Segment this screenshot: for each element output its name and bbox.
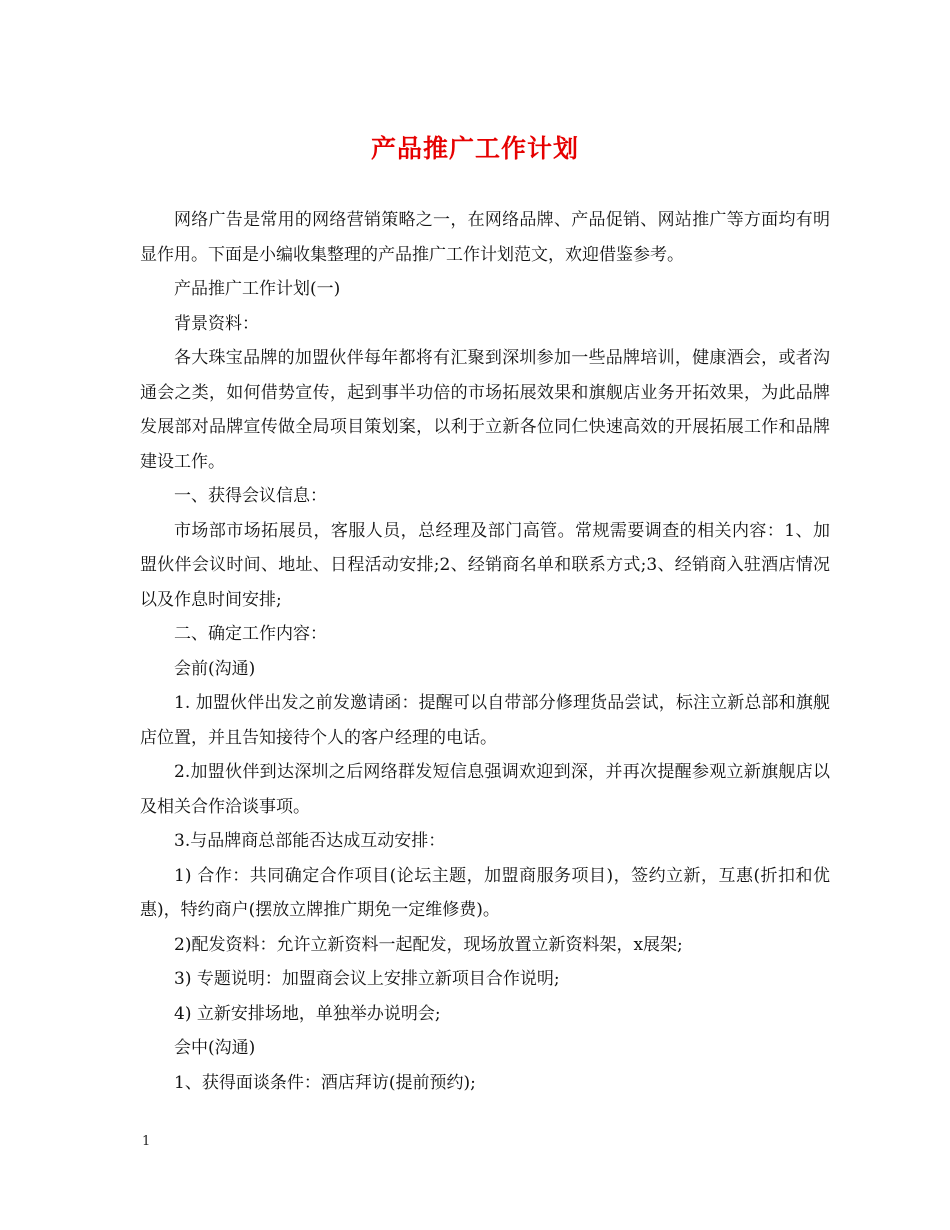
paragraph-subitem-2: 2)配发资料：允许立新资料一起配发，现场放置立新资料架，x展架; <box>174 934 683 955</box>
paragraph-item-2: 2.加盟伙伴到达深圳之后网络群发短信息强调欢迎到深，并再次提醒参观立新旗舰店以及相关合作洽谈事项。 <box>140 762 830 817</box>
document-body <box>140 203 830 1100</box>
paragraph-section-one: 一、获得会议信息： <box>174 486 327 506</box>
paragraph-background: 各大珠宝品牌的加盟伙伴每年都将有汇聚到深圳参加一些品牌培训，健康酒会，或者沟通会之类，如何借势宣传，起到事半功倍的市场拓展效果和旗舰店业务开拓效果，为此品牌发展部对品牌宣传做全局项目策划案，以利于立新各位同仁快速高效的开展拓展工作和品牌建设工作。 <box>140 348 830 472</box>
paragraph-item-1: 1. 加盟伙伴出发之前发邀请函：提醒可以自带部分修理货品尝试，标注立新总部和旗舰店位置，并且告知接待个人的客户经理的电话。 <box>140 693 830 748</box>
document-title: 产品推广工作计划 <box>370 134 579 163</box>
paragraph-during-meeting: 会中(沟通) <box>174 1038 256 1058</box>
paragraph-market-info: 市场部市场拓展员，客服人员，总经理及部门高管。常规需要调查的相关内容：1、加盟伙伴会议时间、地址、日程活动安排;2、经销商名单和联系方式;3、经销商入驻酒店情况以及作息时间安排; <box>140 520 830 610</box>
paragraph-intro: 网络广告是常用的网络营销策略之一，在网络品牌、产品促销、网站推广等方面均有明显作用。下面是小编收集整理的产品推广工作计划范文，欢迎借鉴参考。 <box>140 210 830 265</box>
paragraph-subitem-1: 1) 合作：共同确定合作项目(论坛主题，加盟商服务项目)，签约立新，互惠(折扣和优惠)，特约商户(摆放立牌推广期免一定维修费)。 <box>140 865 830 920</box>
paragraph-item-3: 3.与品牌商总部能否达成互动安排： <box>174 831 446 851</box>
paragraph-meeting-item-1: 1、获得面谈条件：酒店拜访(提前预约); <box>174 1072 476 1093</box>
paragraph-plan-heading: 产品推广工作计划(一) <box>174 279 341 299</box>
paragraph-subitem-3: 3) 专题说明：加盟商会议上安排立新项目合作说明; <box>174 969 560 989</box>
paragraph-before-meeting: 会前(沟通) <box>174 658 256 679</box>
page-number: 1 <box>142 1134 151 1149</box>
paragraph-background-heading: 背景资料： <box>174 313 259 334</box>
paragraph-section-two: 二、确定工作内容： <box>174 624 327 644</box>
paragraph-subitem-4: 4) 立新安排场地，单独举办说明会; <box>174 1003 441 1024</box>
